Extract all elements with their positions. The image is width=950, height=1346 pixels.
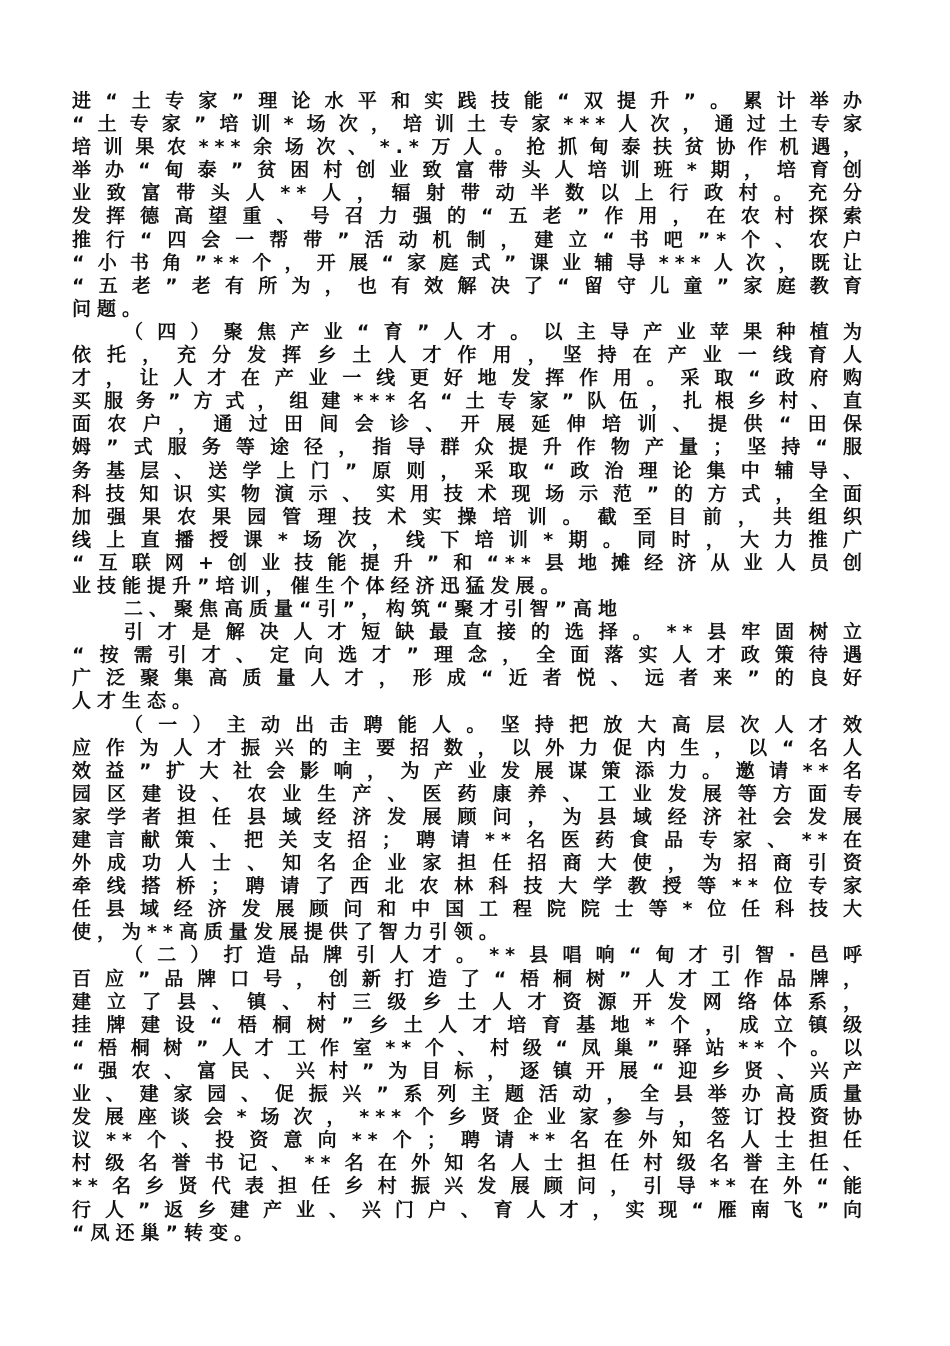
- document-body: [72, 90, 868, 1245]
- text-line: 挂牌建设“梧桐树”乡土人才培育基地*个，成立镇级: [72, 1013, 868, 1036]
- text-line: 建言献策、把关支招；聘请**名医药食品专家、**在: [72, 829, 868, 851]
- text-line: 业、建家园、促振兴”系列主题活动，全县举办高质量: [72, 1083, 868, 1106]
- text-line: 务基层、送学上门”原则，采取“政治理论集中辅导、: [72, 459, 868, 482]
- text-line: 才，让人才在产业一线更好地发挥作用。采取“政府购: [72, 367, 868, 390]
- text-line: 推行“四会一帮带”活动机制，建立“书吧”*个、农户: [72, 228, 868, 251]
- text-line: 行人”返乡建产业、兴门户、育人才，实现“雁南飞”向: [72, 1198, 868, 1221]
- text-line: 二、聚焦高质量“引”，构筑“聚才引智”高地: [124, 598, 623, 621]
- text-line: “梧桐树”人才工作室**个、村级“凤巢”驿站**个。以: [72, 1036, 868, 1059]
- text-line: 买服务”方式，组建***名“土专家”队伍，扎根乡村、直: [72, 390, 868, 413]
- text-line: “互联网+创业技能提升”和“**县地摊经济从业人员创: [72, 551, 868, 574]
- text-line: 家学者担任县域经济发展顾问，为县域经济社会发展: [72, 805, 868, 828]
- text-line: 议**个、投资意向**个；聘请**名在外知名人士担任: [72, 1129, 868, 1152]
- text-line: “五老”老有所为，也有效解决了“留守儿童”家庭教育: [72, 274, 868, 297]
- text-line: 应作为人才振兴的主要招数，以外力促内生，以“名人: [72, 736, 868, 759]
- text-line: 业技能提升”培训，催生个体经济迅猛发展。: [72, 574, 566, 597]
- text-line: 任县域经济发展顾问和中国工程院院士等*位任科技大: [72, 898, 868, 921]
- text-line: 牵线搭桥；聘请了西北农林科技大学教授等**位专家: [72, 875, 868, 898]
- text-line: （四）聚焦产业“育”人才。以主导产业苹果种植为: [124, 320, 868, 343]
- text-line: 面农户，通过田间会诊、开展延伸培训、提供“田保: [72, 413, 868, 436]
- text-line: “小书角”**个，开展“家庭式”课业辅导***人次，既让: [72, 251, 868, 274]
- text-line: 发展座谈会*场次，***个乡贤企业家参与，签订投资协: [72, 1106, 868, 1129]
- text-line: 依托，充分发挥乡土人才作用，坚持在产业一线育人: [72, 344, 868, 367]
- text-line: 百应”品牌口号，创新打造了“梧桐树”人才工作品牌，: [72, 967, 868, 990]
- text-line: 姆”式服务等途径，指导群众提升作物产量；坚持“服: [72, 436, 868, 459]
- text-line: 业致富带头人**人，辐射带动半数以上行政村。充分: [72, 182, 868, 205]
- text-line: “土专家”培训*场次，培训土专家***人次，通过土专家: [72, 113, 868, 136]
- text-line: “强农、富民、兴村”为目标，逐镇开展“迎乡贤、兴产: [72, 1059, 868, 1082]
- text-line: 进“土专家”理论水平和实践技能“双提升”。累计举办: [72, 90, 868, 112]
- text-line: 广泛聚集高质量人才，形成“近者悦、远者来”的良好: [72, 667, 868, 690]
- text-line: 培训果农***余场次、*.*万人。抢抓甸泰扶贫协作机遇，: [72, 136, 868, 159]
- text-line: 线上直播授课*场次，线下培训*期。同时，大力推广: [72, 528, 868, 551]
- text-line: （一）主动出击聘能人。坚持把放大高层次人才效: [124, 713, 868, 736]
- text-line: 人才生态。: [72, 690, 198, 713]
- text-line: 村级名誉书记、**名在外知名人士担任村级名誉主任、: [72, 1152, 868, 1175]
- text-line: （二）打造品牌引人才。**县唱响“甸才引智·邑呼: [124, 944, 868, 967]
- text-line: 科技知识实物演示、实用技术现场示范”的方式，全面: [72, 482, 868, 505]
- text-line: 建立了县、镇、村三级乡土人才资源开发网络体系，: [72, 990, 868, 1013]
- text-line: 使，为**高质量发展提供了智力引领。: [72, 921, 504, 944]
- text-line: 举办“甸泰”贫困村创业致富带头人培训班*期，培育创: [72, 159, 868, 182]
- text-line: 外成功人士、知名企业家担任招商大使，为招商引资: [72, 852, 868, 875]
- text-line: “凤还巢”转变。: [72, 1221, 259, 1244]
- text-line: 引才是解决人才短缺最直接的选择。**县牢固树立: [124, 621, 868, 644]
- text-line: 园区建设、农业生产、医药康养、工业发展等方面专: [72, 782, 868, 805]
- text-line: 加强果农果园管理技术实操培训。截至目前，共组织: [72, 505, 868, 528]
- text-line: “按需引才、定向选才”理念，全面落实人才政策待遇: [72, 644, 868, 667]
- text-line: 发挥德高望重、号召力强的“五老”作用，在农村探索: [72, 205, 868, 228]
- text-line: 效益”扩大社会影响，为产业发展谋策添力。邀请**名: [72, 759, 868, 782]
- text-line: **名乡贤代表担任乡村振兴发展顾问，引导**在外“能: [72, 1175, 868, 1198]
- text-line: 问题。: [72, 297, 148, 320]
